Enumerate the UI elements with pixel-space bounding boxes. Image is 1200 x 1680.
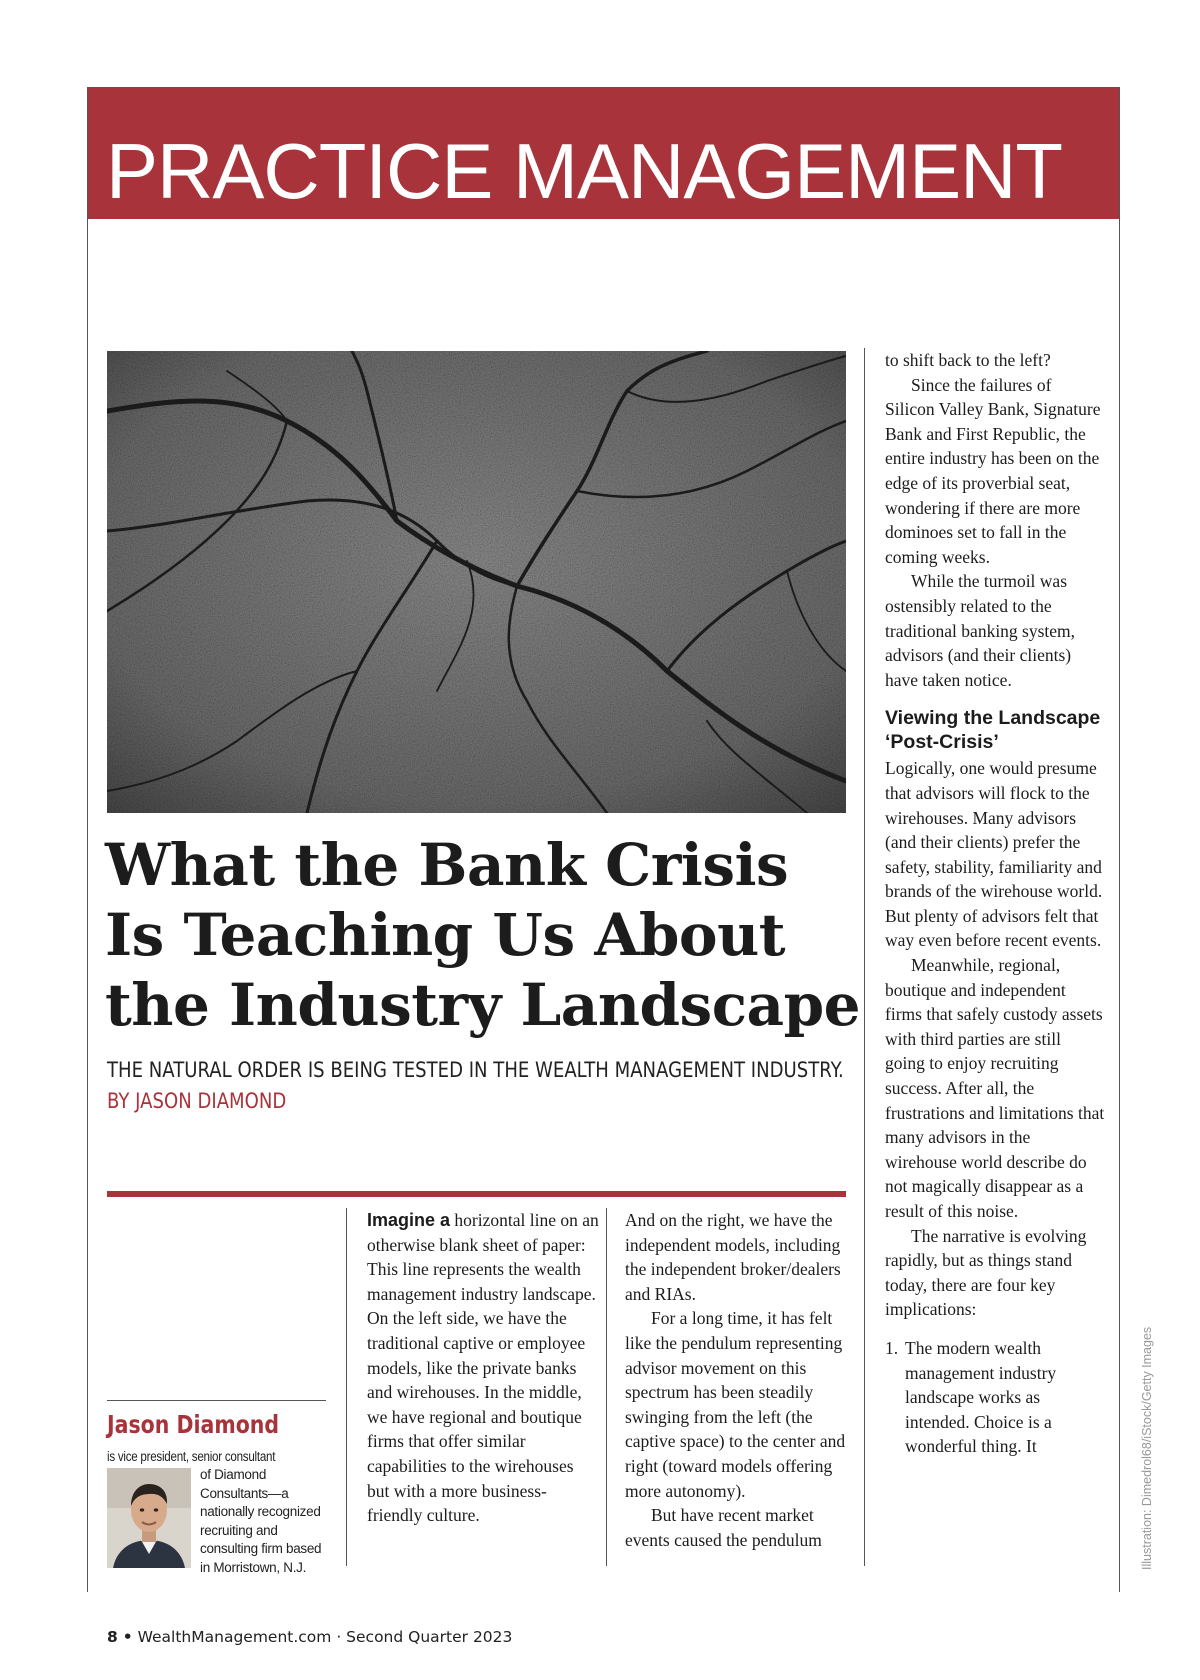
author-bio-line [107,1448,337,1467]
headline-rule [107,1191,846,1197]
image-credit: Illustration: Dimedrol68/iStock/Getty Images [1140,1326,1154,1570]
article-column-1 [367,1208,599,1528]
column-divider [864,348,865,1566]
hero-image [107,351,846,813]
paragraph: For a long time, it has felt like the pendulum representing advisor movement on this spectrum has been steadily swinging from the left (the captive space) to the center and right (toward models offering more autonomy). [625,1308,846,1501]
article-column-2 [625,1208,851,1552]
footer-separator: • [122,1628,133,1646]
lead-in: Imagine a [367,1210,451,1230]
paragraph: But have recent market events caused the pendulum [625,1505,822,1550]
author-bio: of Diamond Consultants—a nationally recognized recruiting and consulting firm based in Morristown, N.J. [200,1467,322,1575]
column-divider [346,1208,347,1566]
article-headline: What the Bank Crisis Is Teaching Us About the Industry Landscape [105,831,861,1039]
paragraph-text: horizontal line on an otherwise blank sheet of paper: This line represents the wealth management industry landscape. On the left side, we have the traditional captive or employee models, like the private banks and wirehouses. In the middle, we have regional and boutique firms that offer similar capabilities to the wirehouses but with a more business-friendly culture. [367,1210,599,1526]
paragraph: Since the failures of Silicon Valley Bank, Signature Bank and First Republic, the entire industry has been on the edge of its proverbial seat, wondering if there are more dominoes set to fall in the coming weeks. [885,374,1101,567]
author-name: Jason Diamond [107,1410,280,1439]
page-footer [107,1628,512,1646]
paragraph: And on the right, we have the independent models, including the independent broker/dealers and RIAs. [625,1210,841,1304]
paragraph: The narrative is evolving rapidly, but as things stand today, there are four key implications: [885,1225,1087,1320]
article-byline: BY JASON DIAMOND [107,1089,287,1113]
author-avatar [107,1468,191,1568]
paragraph [367,1208,599,1528]
bio-rule [107,1400,326,1401]
bio-line-1: is vice president, senior consultant [107,1449,276,1464]
page-number: 8 [107,1628,118,1646]
list-item-text: The modern wealth management industry landscape works as intended. Choice is a wonderful thing. It [905,1337,1057,1457]
column-divider [606,1208,607,1566]
paragraph: Logically, one would presume that advisors will flock to the wirehouses. Many advisors (and their clients) prefer the safety, stability, familiarity and brands of the wirehouse world. But plenty of advisors felt that way even before recent events. [885,758,1103,951]
cracked-asphalt-image [107,351,846,813]
paragraph: to shift back to the left? [885,350,1051,370]
paragraph: Meanwhile, regional, boutique and independent firms that safely custody assets with third parties are still going to enjoy recruiting success. After all, the frustrations and limitations that many advisors in the wirehouse world describe do not magically disappear as a result of this noise. [885,955,1105,1221]
list-item [885,1336,1105,1459]
footer-text: WealthManagement.com · Second Quarter 2023 [137,1628,513,1646]
paragraph: While the turmoil was ostensibly related to the traditional banking system, advisors (and their clients) have taken notice. [885,571,1076,690]
section-banner [88,88,1119,219]
section-title: PRACTICE MANAGEMENT [106,127,1063,215]
article-deck: THE NATURAL ORDER IS BEING TESTED IN THE WEALTH MANAGEMENT INDUSTRY. [107,1058,844,1082]
subhead: Viewing the Landscape ‘Post-Crisis’ [885,707,1101,754]
article-column-3 [885,348,1105,1459]
list-number: 1. [885,1337,899,1358]
implications-list [885,1336,1105,1459]
